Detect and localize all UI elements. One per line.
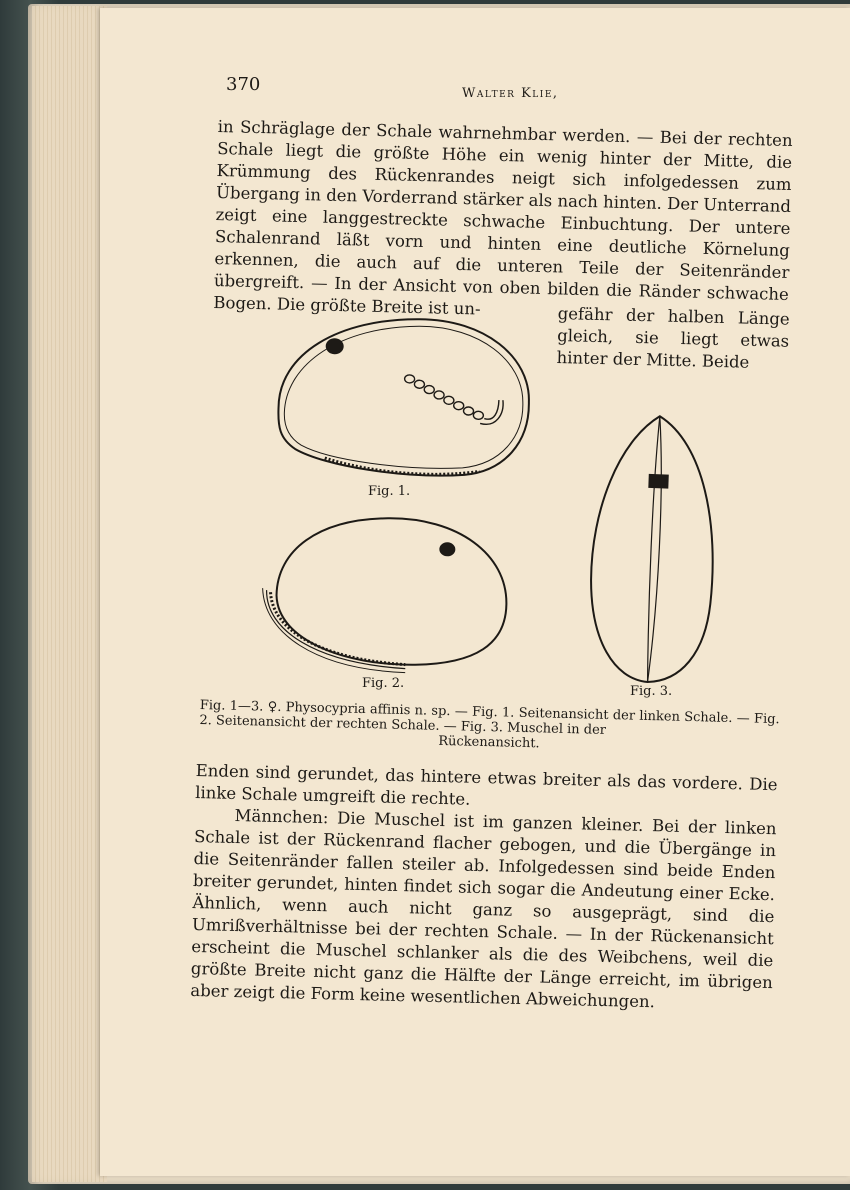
paragraph-1: in Schräglage der Schale wahrnehmbar werden. — Bei der rechten Schale liegt die größte Höhe ein wenig hinter der Mitte, die Krümmung des Rückenrandes neigt sich infolgedessen zum Übergang in den Vorderrand stärker als nach hinten. Der Unterrand zeigt eine langgestreckte schwache Einbuchtung. Der untere Schalenrand läßt vorn und hinten eine deutliche Körnelung erkennen, die auch auf die unteren Teile der Seitenränder übergreift. — In der Ansicht von oben bilden die Ränder schwache Bogen. Die größte Breite ist un- xyxy=(213,116,793,319)
paragraph-2 xyxy=(190,760,778,1016)
caption-text: Fig. 1—3. ♀. Physocypria affinis n. sp. — Fig. 1. Seitenansicht der linken Schale. — Fig. 2. Seitenansicht der rechten Schale. — Fig. 3. Muschel in der xyxy=(199,698,780,738)
fig1-label: Fig. 1. xyxy=(368,484,411,499)
fig3-drawing xyxy=(587,414,717,684)
caption-text-end: Rückenansicht. xyxy=(438,733,540,752)
paragraph-2b: Männchen: Die Muschel ist im ganzen kleiner. Bei der linken Schale ist der Rückenrand flacher gebogen, und die Übergänge in die Seitenränder fallen steiler ab. Infolgedessen sind beide Enden breiter gerundet, hinten findet sich sogar die Andeutung einer Ecke. Ähnlich, wenn auch nicht ganz so ausgeprägt, sind die Umrißverhältnisse bei der rechten Schale. — In der Rückenansicht erscheint die Muschel schlanker als die des Weibchens, weil die größte Breite nicht ganz die Hälfte der Länge erreicht, im übrigen aber zeigt die Form keine wesentlichen Abweichungen. xyxy=(190,805,777,1012)
figures-panel xyxy=(250,300,760,710)
shell-illustrations xyxy=(250,300,760,710)
paragraph-1-continued: gefähr der halben Länge gleich, sie liegt etwas hinter der Mitte. Beide xyxy=(556,303,790,372)
fig3-label: Fig. 3. xyxy=(630,684,673,699)
page-edges xyxy=(32,6,107,1182)
fig2-drawing xyxy=(261,516,508,674)
page-number: 370 xyxy=(226,74,261,95)
running-title: Walter Klie, xyxy=(462,86,559,101)
fig2-label: Fig. 2. xyxy=(362,676,405,691)
fig1-drawing xyxy=(276,314,531,478)
paragraph-2a: Enden sind gerundet, das hintere etwas breiter als das vordere. Die linke Schale umgreift die rechte. xyxy=(194,760,778,809)
